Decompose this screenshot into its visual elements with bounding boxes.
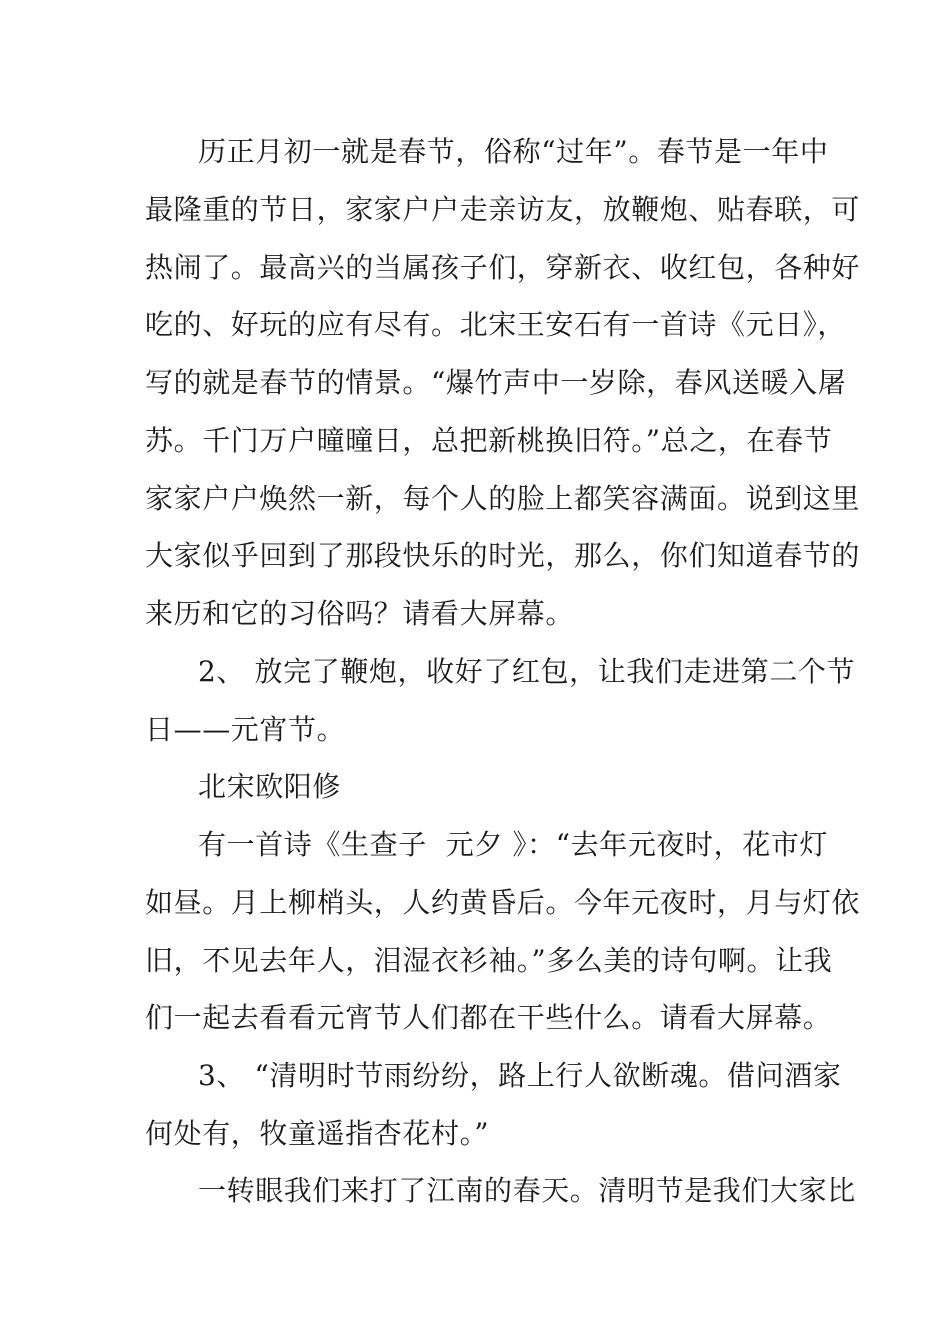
text-line: 们一起去看看元宵节人们都在干些什么。请看大屏幕。 [145, 1001, 832, 1034]
text-line: 写的就是春节的情景。“爆竹声中一岁除，春风送暖入屠 [145, 366, 847, 399]
text-line: 热闹了。最高兴的当属孩子们，穿新衣、收红包，各种好 [145, 251, 861, 284]
text-line: 一转眼我们来打了江南的春天。清明节是我们大家比 [198, 1174, 856, 1207]
text-line: 大家似乎回到了那段快乐的时光，那么，你们知道春节的 [145, 539, 861, 572]
text-line: 吃的、好玩的应有尽有。北宋王安石有一首诗《元日》， [145, 308, 847, 341]
text-line: 有一首诗《生查子 元夕 》：“去年元夜时，花市灯 [198, 828, 829, 861]
text-line: 何处有，牧童遥指杏花村。” [145, 1117, 490, 1150]
text-line: 日——元宵节。 [145, 713, 346, 746]
text-line: 最隆重的节日，家家户户走亲访友，放鞭炮、贴春联，可 [145, 193, 861, 226]
text-line: 2、 放完了鞭炮，收好了红包，让我们走进第二个节 [198, 655, 856, 688]
text-line: 来历和它的习俗吗？请看大屏幕。 [145, 597, 575, 630]
text-line: 旧，不见去年人，泪湿衣衫袖。”多么美的诗句啊。让我 [145, 944, 833, 977]
text-line: 历正月初一就是春节，俗称“过年”。春节是一年中 [198, 135, 829, 168]
text-line: 3、 “清明时节雨纷纷，路上行人欲断魂。借问酒家 [198, 1059, 842, 1092]
text-line: 家家户户焕然一新，每个人的脸上都笑容满面。说到这里 [145, 482, 861, 515]
text-line: 苏。千门万户曈曈日，总把新桃换旧符。”总之，在春节 [145, 424, 833, 457]
text-line: 如昼。月上柳梢头，人约黄昏后。今年元夜时，月与灯依 [145, 886, 861, 919]
text-line: 北宋欧阳修 [198, 770, 342, 803]
